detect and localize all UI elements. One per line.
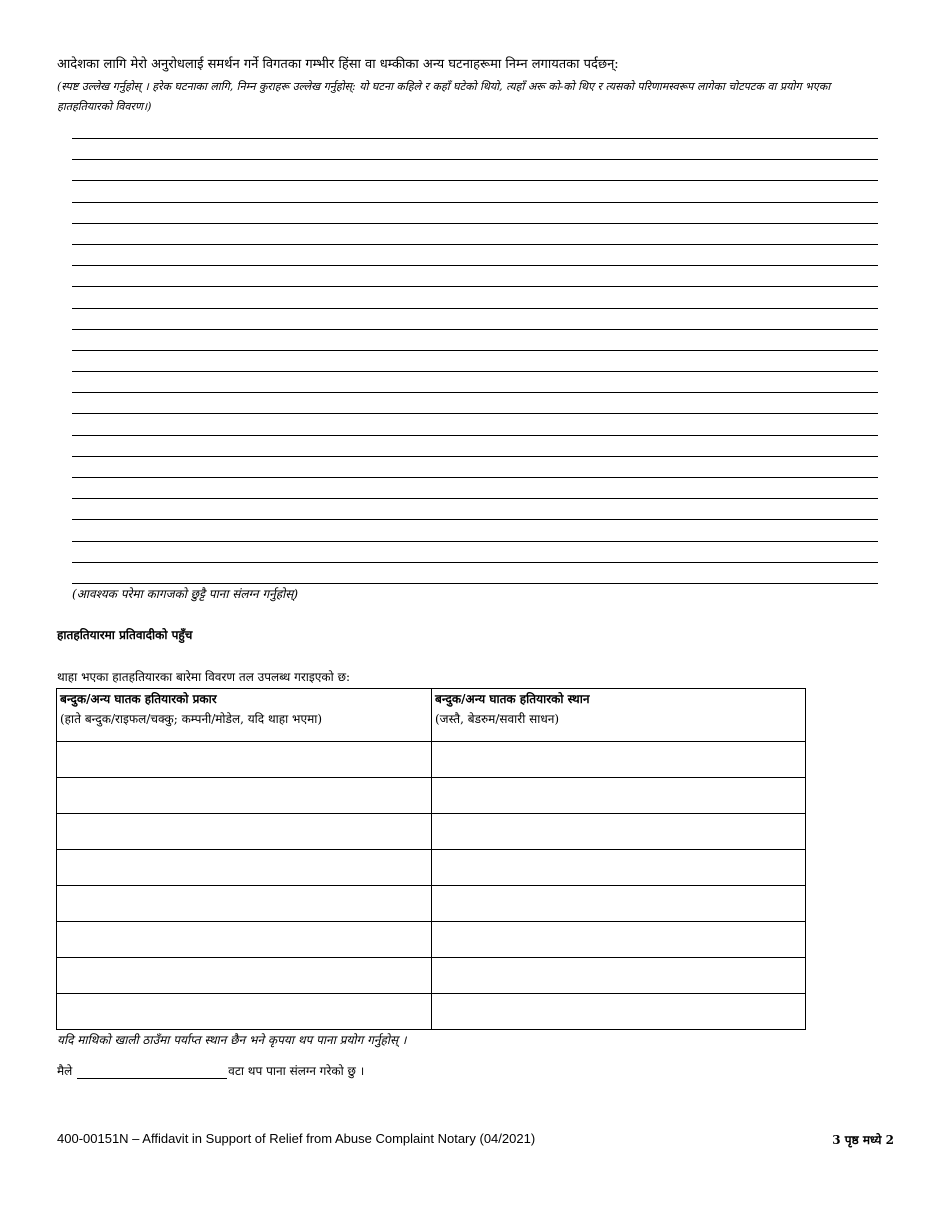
weapons-table-intro: थाहा भएका हातहतियारका बारेमा विवरण तल उपलब्ध गराइएको छ: [57,670,351,684]
writing-line[interactable] [72,350,878,371]
writing-line[interactable] [72,519,878,540]
table-row [57,922,806,958]
table-row [57,886,806,922]
table-row [57,994,806,1030]
incident-heading: आदेशका लागि मेरो अनुरोधलाई समर्थन गर्ने विगतका गम्भीर हिंसा वा धम्कीका अन्य घटनाहरूमा निम्न लगायतका पर्दछन्: [57,57,619,72]
weapon-location-subtitle: (जस्तै, बेडरुम/सवारी साधन) [435,712,560,726]
weapons-table [56,688,806,1030]
weapons-table-header [57,689,806,742]
weapon-location-cell[interactable] [432,778,806,814]
weapon-location-header [432,689,806,742]
writing-line[interactable] [72,244,878,265]
table-row [57,742,806,778]
weapon-location-cell[interactable] [432,742,806,778]
table-row [57,850,806,886]
writing-line[interactable] [72,435,878,456]
table-row [57,958,806,994]
writing-line[interactable] [72,413,878,434]
writing-line[interactable] [72,180,878,201]
weapon-location-cell[interactable] [432,814,806,850]
writing-line[interactable] [72,562,878,583]
writing-line[interactable] [72,477,878,498]
weapon-location-cell[interactable] [432,886,806,922]
weapon-location-cell[interactable] [432,922,806,958]
writing-line[interactable] [72,456,878,477]
weapon-type-cell[interactable] [57,922,432,958]
writing-line[interactable] [72,541,878,562]
writing-line[interactable] [72,138,878,159]
weapon-location-cell[interactable] [432,850,806,886]
incident-description-field[interactable] [72,138,878,584]
weapon-type-cell[interactable] [57,994,432,1030]
writing-line[interactable] [72,498,878,519]
weapon-type-cell[interactable] [57,742,432,778]
weapon-type-header [57,689,432,742]
attached-prefix: मैले [57,1064,73,1078]
writing-line[interactable] [72,223,878,244]
writing-line[interactable] [72,371,878,392]
table-row [57,778,806,814]
weapon-location-cell[interactable] [432,958,806,994]
weapon-location-cell[interactable] [432,994,806,1030]
attached-sheets-statement [57,1062,364,1079]
page-number: 3 पृष्ठ मध्ये 2 [832,1133,894,1147]
weapon-type-subtitle: (हाते बन्दुक/राइफल/चक्कु; कम्पनी/मोडेल, यदि थाहा भएमा) [60,712,323,726]
attached-suffix: वटा थप पाना संलग्न गरेको छु । [228,1064,365,1078]
weapon-location-title: बन्दुक/अन्य घातक हतियारको स्थान [435,692,590,706]
weapon-type-cell[interactable] [57,958,432,994]
writing-line[interactable] [72,159,878,180]
writing-line[interactable] [72,308,878,329]
writing-line[interactable] [72,265,878,286]
attach-sheet-note: (आवश्यक परेमा कागजको छुट्टै पाना संलग्न गर्नुहोस्) [72,587,299,601]
writing-line[interactable] [72,583,878,584]
weapon-type-cell[interactable] [57,814,432,850]
weapons-section-title: हातहतियारमा प्रतिवादीको पहुँच [57,628,193,642]
writing-line[interactable] [72,286,878,307]
weapon-type-cell[interactable] [57,886,432,922]
weapon-type-cell[interactable] [57,850,432,886]
attached-count-field[interactable] [77,1064,227,1079]
extra-space-note: यदि माथिको खाली ठाउँमा पर्याप्त स्थान छैन भने कृपया थप पाना प्रयोग गर्नुहोस् । [57,1033,407,1047]
writing-line[interactable] [72,392,878,413]
table-row [57,814,806,850]
incident-instructions: (स्पष्ट उल्लेख गर्नुहोस् । हरेक घटनाका लागि, निम्न कुराहरू उल्लेख गर्नुहोस्: यो घटना कहिले र कहाँ घटेको थियो, त्यहाँ अरू को-को थिए र त्यसको परिणामस्वरूप लागेका चोटपटक वा प्रयोग भएका हातहतियारको विवरण।) [57,80,831,113]
weapon-type-title: बन्दुक/अन्य घातक हतियारको प्रकार [60,692,217,706]
form-id: 400-00151N – Affidavit in Support of Relief from Abuse Complaint Notary (04/2021) [57,1131,536,1146]
weapon-type-cell[interactable] [57,778,432,814]
writing-line[interactable] [72,202,878,223]
writing-line[interactable] [72,329,878,350]
